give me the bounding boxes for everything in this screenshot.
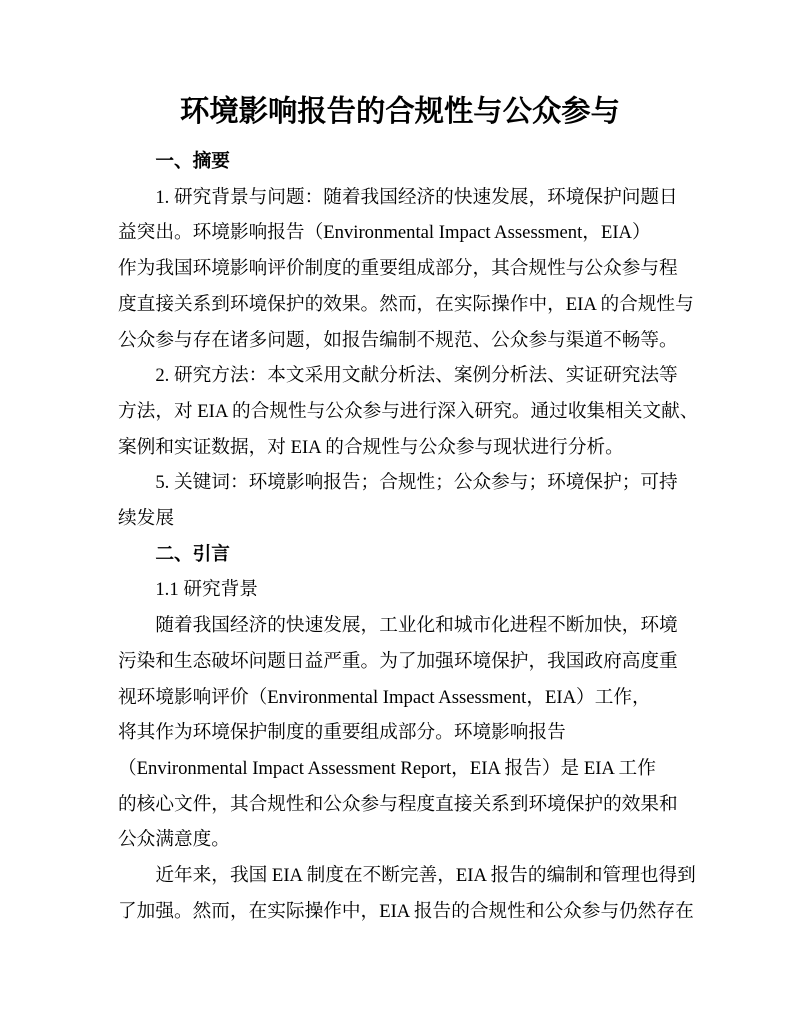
abstract-paragraph-background	[118, 180, 718, 359]
text-line: 1. 研究背景与问题：随着我国经济的快速发展，环境保护问题日	[155, 186, 678, 208]
abstract-heading: 一、摘要	[155, 151, 230, 172]
text-line: 将其作为环境保护制度的重要组成部分。环境影响报告	[118, 722, 566, 744]
introduction-paragraph-1	[118, 608, 718, 858]
text-line: 度直接关系到环境保护的效果。然而，在实际操作中，EIA 的合规性与	[118, 293, 694, 315]
text-line: 续发展	[118, 508, 174, 530]
abstract-paragraph-methods	[118, 358, 718, 465]
subsection-heading: 1.1 研究背景	[155, 579, 258, 601]
text-line: 公众满意度。	[118, 829, 230, 851]
text-line: 污染和生态破坏问题日益严重。为了加强环境保护，我国政府高度重	[118, 650, 678, 672]
document-title: 环境影响报告的合规性与公众参与	[180, 96, 620, 128]
text-line: 了加强。然而，在实际操作中，EIA 报告的合规性和公众参与仍然存在	[118, 900, 694, 922]
introduction-paragraph-2	[118, 858, 718, 929]
text-line: 2. 研究方法：本文采用文献分析法、案例分析法、实证研究法等	[155, 365, 678, 387]
text-line: 5. 关键词：环境影响报告；合规性；公众参与；环境保护；可持	[155, 472, 678, 494]
text-line: 作为我国环境影响评价制度的重要组成部分，其合规性与公众参与程	[118, 258, 678, 280]
introduction-heading: 二、引言	[155, 543, 230, 565]
text-line: 随着我国经济的快速发展，工业化和城市化进程不断加快，环境	[155, 615, 678, 637]
text-line: 近年来，我国 EIA 制度在不断完善，EIA 报告的编制和管理也得到	[155, 865, 696, 887]
introduction-section	[118, 537, 718, 930]
text-line: 案例和实证数据，对 EIA 的合规性与公众参与现状进行分析。	[118, 436, 624, 458]
text-line: （Environmental Impact Assessment Report，EIA 报告）是 EIA 工作	[118, 757, 656, 779]
abstract-section	[118, 144, 718, 537]
text-line: 的核心文件，其合规性和公众参与程度直接关系到环境保护的效果和	[118, 793, 678, 815]
text-line: 方法，对 EIA 的合规性与公众参与进行深入研究。通过收集相关文献、	[118, 400, 699, 422]
text-line: 益突出。环境影响报告（Environmental Impact Assessment，EIA）	[118, 222, 651, 244]
text-line: 公众参与存在诸多问题，如报告编制不规范、公众参与渠道不畅等。	[118, 329, 678, 351]
document-body	[118, 144, 718, 929]
text-line: 视环境影响评价（Environmental Impact Assessment，EIA）工作，	[118, 686, 651, 708]
abstract-paragraph-keywords	[118, 465, 718, 536]
